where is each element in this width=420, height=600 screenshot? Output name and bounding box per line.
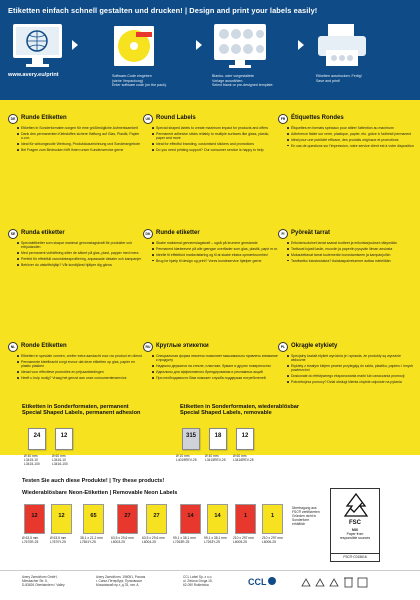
label-size: 63,5 x 29,6 mm [142, 536, 165, 540]
country-badge: UK [143, 114, 153, 124]
caption-line: Vorlage auswählen. [212, 78, 244, 83]
code-line: L7651Y-25 [80, 539, 96, 544]
fsc-code: FSC® C015616 [331, 553, 379, 559]
address-line: ul. Zielona Droga 15, [183, 579, 213, 583]
step-2-caption [212, 74, 297, 88]
labels-per-sheet: 1 [243, 513, 248, 519]
product-title: Круглые этикетки [156, 343, 209, 349]
feature-item: Do you need printing support? Our consumer service is happy to help [156, 148, 279, 152]
product-code [80, 537, 103, 545]
feature-item: Behöver du utskriftshjälp? Vår kundtjänst hjälper dig gärna [21, 263, 144, 267]
feature-list [278, 354, 414, 384]
product-code [176, 455, 197, 463]
feature-list [278, 241, 414, 263]
permanent-section-title [22, 404, 140, 417]
note-line: Gründen nicht in [292, 514, 317, 518]
code-line: L3416REV-25 [233, 457, 254, 462]
feature-item: Special shaped labels to create maximum impact for products and offers [156, 126, 279, 130]
feature-item: Идеальны для эффективного брендирования и рекламных акций [156, 370, 279, 374]
code-line: L3416-10 [52, 457, 66, 462]
address-line: Московский пр-т, д.78, лит. А [96, 583, 139, 587]
language-block-uk [143, 114, 279, 154]
address-line: Miesbacher Str. 5, [22, 579, 48, 583]
address-line: Avery Zweckform, 196051, Россия [96, 575, 146, 579]
feature-list [143, 354, 279, 380]
address-line: 62-090 Rokietnica [183, 583, 209, 587]
labels-per-sheet: 14 [214, 513, 221, 519]
code-line: L3415-10 [24, 457, 38, 462]
labels-per-sheet: 27 [124, 513, 131, 519]
multilingual-description [0, 100, 420, 455]
feature-item: При необходимости Вам поможет служба поддержки потребителей [156, 376, 279, 380]
labels-per-sheet: 27 [153, 513, 160, 519]
label-size: Ø 63,5 mm [50, 536, 67, 540]
neon-sheet-preview [235, 504, 256, 534]
address-line: D-83626 Oberlaindern / Valley [22, 583, 65, 587]
language-block-ru [143, 342, 279, 382]
product-code [52, 455, 68, 467]
neon-sheet-preview [24, 504, 45, 534]
country-badge: PL [278, 342, 288, 352]
feature-item: Tarttuvat lujasti lasiin, muoviin ja paperiin pysyvän liiman ansiosta [291, 247, 414, 251]
code-line: L6003-25 [111, 539, 125, 544]
try-products-heading: Testen Sie auch diese Produkte! | Try these products! [22, 478, 165, 484]
step-3-caption [316, 74, 411, 83]
feature-item: Etykiety z trwałym klejem pewnie przylegają do szkła, plastiku, papieru i innych powierzchni [291, 363, 414, 373]
feature-item: Idéal pour une publicité efficace, des produits originaux et promotions [291, 138, 414, 142]
label-size: 38,1 x 21,2 mm [80, 536, 103, 540]
code-line: L6006-25 [262, 539, 276, 544]
product-title: Runde Etiketten [21, 115, 67, 121]
neon-sheet-preview [207, 504, 228, 534]
code-line: L3415-100 [24, 461, 40, 466]
label-size: 99,1 x 38,1 mm [204, 536, 227, 540]
feature-item: Heeft u hulp nodig? Vraag het gerust aan onze consumentenservice [21, 376, 144, 380]
neon-sheet-preview [262, 504, 283, 534]
feature-item: Specialetiketter som skapar maximal genomslagskraft för produkter och erbjudanden [21, 241, 144, 249]
label-size: 99,1 x 38,1 mm [173, 536, 196, 540]
labels-per-sheet: 315 [185, 433, 196, 439]
labels-per-sheet: 65 [90, 513, 97, 519]
feature-item: Специальная форма этикеток позволяет максимально привлечь внимание к продукту [156, 354, 278, 363]
fsc-note [292, 506, 320, 526]
feature-item: Skabe maksimal gennemslagskraft – også på krumme genstande [156, 241, 279, 245]
label-sheet-preview [28, 428, 46, 450]
labels-per-sheet: 24 [33, 433, 41, 439]
label-size: 210 x 297 mm [233, 536, 254, 540]
arrow-right-icon [72, 40, 78, 50]
country-badge: SE [8, 229, 18, 239]
printer-illustration [312, 22, 372, 74]
feature-list [278, 126, 414, 148]
note-line: erhältlich [292, 522, 306, 526]
address-de [22, 575, 65, 587]
label-size: Ø 63,5 mm [22, 536, 39, 540]
language-block-pl [278, 342, 414, 386]
label-sheet-preview [182, 428, 200, 450]
feature-item: Mukautettavat tarrat tuotemerkin korostamiseen ja kampanjoihin [291, 253, 414, 257]
country-badge: DE [8, 114, 18, 124]
feature-item: Specjalny kształt etykiet wyróżnia je i sprawia, że produkty są wyraźnie widoczne [291, 354, 414, 362]
language-block-nl [8, 342, 144, 382]
feature-item: Ideelle til effektfuld markedsføring og til at skabe ekstra opmærksomhed [156, 253, 279, 257]
arrow-right-icon [196, 40, 202, 50]
feature-item: Med permanent vidhäftning sitter de säkert på glas, plast, papper med mera [21, 251, 144, 255]
code-line: L4019REV-25 [176, 457, 197, 462]
monitor-illustration [10, 22, 65, 74]
feature-item: Doskonałe do efektywnego eksponowania marki lub oznaczania promocji [291, 374, 414, 378]
footer [0, 570, 420, 600]
feature-item: Brug for hjælp til design og print? Vores kundeservice hjælper gerne [156, 259, 279, 263]
labels-per-sheet: 12 [31, 513, 38, 519]
language-block-se [8, 229, 144, 269]
label-size: Ø 60 mm [52, 454, 66, 458]
product-code [233, 455, 254, 463]
label-size: Ø 40 mm [205, 454, 219, 458]
banner-title: Etiketten einfach schnell gestalten und drucken! | Design and print your labels easily! [8, 6, 318, 15]
product-title: Runde etiketter [156, 230, 200, 236]
fsc-label: FSC [349, 520, 361, 526]
product-code [50, 537, 66, 545]
language-block-de [8, 114, 144, 154]
labels-per-sheet: 1 [270, 513, 275, 519]
feature-item: Perfekt för effektfull varumärkesprofilering, anpassade dekaler och kampanjer [21, 257, 144, 261]
fsc-line: Paper from [346, 532, 364, 536]
language-block-fi [278, 229, 414, 265]
code-line: L3416-100 [52, 461, 68, 466]
label-size: Ø 60 mm [233, 454, 247, 458]
label-sheet-preview [55, 428, 73, 450]
tree-check-icon [332, 491, 380, 521]
feature-item: Étiquettes en formats spéciaux pour attirer l'attention au maximum [291, 126, 414, 130]
feature-item: Permanent klæbeevne på alle gængse overflader som glas, plastik, papir m.m. [156, 246, 278, 251]
country-badge: NL [8, 342, 18, 352]
fsc-line: responsible sources [339, 536, 371, 540]
address-ru [96, 575, 145, 587]
feature-item: Adhérence fiable sur verre, plastique, papier, etc. grâce à l'adhésif permanent [291, 132, 414, 136]
feature-item: Potrzebujesz pomocy? Dział obsługi klienta chętnie odpowie na pytania [291, 380, 414, 384]
product-code [22, 537, 38, 545]
label-size: 210 x 297 mm [262, 536, 283, 540]
removable-section-title [180, 404, 299, 417]
neon-sheet-preview [146, 504, 167, 534]
neon-sheet-preview [83, 504, 104, 534]
ccl-mark-icon [268, 577, 276, 585]
label-sheet-preview [209, 428, 227, 450]
feature-item: Tarvitsetko tulostustukea? Asiakaspalvelumme auttaa mielellään [291, 259, 414, 263]
label-sheet-preview [236, 428, 254, 450]
product-code [142, 537, 165, 545]
recycling-icons [300, 575, 370, 597]
feature-item: En cas de questions sur l'impression, notre service client est à votre disposition [291, 143, 414, 148]
label-size: Ø 40 mm [24, 454, 38, 458]
address-line: CCL Label Sp. z o.o. [183, 575, 213, 579]
step-1-caption [112, 74, 192, 88]
feature-item: Etiketten in speciale vormen, creëer extra aandacht voor uw product en dienst [21, 354, 144, 358]
labels-per-sheet: 12 [60, 433, 68, 439]
product-title: Étiquettes Rondes [291, 115, 344, 121]
product-title: Round Labels [156, 115, 196, 121]
product-title: Runda etiketter [21, 230, 65, 236]
labels-per-sheet: 12 [241, 433, 249, 439]
fsc-logo [330, 488, 380, 562]
product-code [262, 537, 283, 545]
caption-line: Software-Code eingeben [112, 74, 152, 78]
product-code [111, 537, 134, 545]
caption-line: Save and print! [316, 78, 341, 83]
caption-line: (siehe Verpackung) [112, 78, 143, 83]
code-line: L7263Y-25 [204, 539, 220, 544]
caption-line: Select blank or pre-designed template. [212, 83, 274, 88]
feature-item: Ideaal voor effectieve promoties en prijsaanbiedingen [21, 370, 144, 374]
caption-line: Etiketten ausdrucken. Fertig! [316, 74, 362, 78]
product-title: Okrągłe etykiety [291, 343, 338, 349]
code-line: L3415REV-25 [205, 457, 226, 462]
address-line: Avery Zweckform GmbH, [22, 575, 58, 579]
code-line: L7670Y-25 [50, 539, 66, 544]
feature-item: Bei Fragen zum Bedrucken hilft Ihnen unser Kundenservice gerne [21, 148, 144, 152]
feature-item: Dank des permanenten Klebstoffes sichere Haftung auf Glas, Plastik, Papier u.v.m. [21, 132, 144, 140]
neon-sheet-preview [180, 504, 201, 534]
caption-line: Blanko- oder vorgestaltete [212, 74, 254, 78]
country-badge: FI [278, 229, 288, 239]
country-badge: RU [143, 342, 153, 352]
product-title: Pyöreät tarrat [291, 230, 331, 236]
labels-per-sheet: 12 [58, 513, 65, 519]
print-url[interactable]: www.avery.eu/print [8, 72, 59, 78]
neon-sheet-preview [51, 504, 72, 534]
feature-item: Etiketten in Sonderformaten sorgen für eine größtmögliche Aufmerksamkeit [21, 126, 144, 130]
feature-item: Erikoismuotoiset tarrat saavat tuotteet ja erikoistarjoukset näkymään [291, 241, 414, 245]
feature-list [8, 354, 144, 380]
country-badge: FR [278, 114, 288, 124]
label-size: Ø 10 mm [176, 454, 190, 458]
feature-list [143, 126, 279, 152]
feature-list [8, 241, 144, 267]
code-line: L6005-25 [233, 539, 247, 544]
feature-item: Permanente kleefkracht zorgt ervoor dat deze etiketten op glas, papier en plastic plakken [21, 360, 144, 368]
neon-section-title: Wiederablösbare Neon-Etiketten | Removable Neon Labels [22, 490, 178, 496]
caption-line: Enter software code (on the pack). [112, 83, 167, 88]
title-line: Etiketten in Sonderformaten, permanent [22, 404, 129, 410]
product-code [24, 455, 40, 467]
template-illustration [212, 22, 270, 74]
language-block-dk [143, 229, 279, 265]
code-line: L7263R-25 [173, 539, 190, 544]
address-pl [183, 575, 213, 587]
feature-list [8, 126, 144, 152]
code-line: L7670R-25 [22, 539, 39, 544]
code-line: L6004-25 [142, 539, 156, 544]
labels-per-sheet: 14 [187, 513, 194, 519]
product-title: Ronde Etiketten [21, 343, 67, 349]
title-line: Etiketten in Sonderformaten, wiederablösbar [180, 404, 300, 410]
feature-item: Ideal für wirkungsvolle Werbung, Produktauszeichnung und Sonderangebote [21, 142, 144, 146]
note-line: FSC® zertifizierten [292, 510, 320, 514]
product-code [233, 537, 254, 545]
language-block-fr [278, 114, 414, 150]
product-code [205, 455, 226, 463]
neon-sheet-preview [117, 504, 138, 534]
note-line: Übertragung aus [292, 506, 317, 510]
address-line: г. Санкт-Петербург, Пулковское [96, 579, 143, 583]
feature-item: Ideal for effectful branding, customised stickers and promotions [156, 142, 279, 146]
ccl-logo: CCL [248, 577, 267, 587]
arrow-right-icon [298, 40, 304, 50]
title-line: Special Shaped Labels, removable [180, 410, 272, 417]
feature-item: Надежно держатся на стекле, пластике, бумаге и других поверхностях [156, 364, 279, 368]
title-line: Special Shaped Labels, permanent adhesion [22, 410, 141, 417]
fsc-text [331, 528, 379, 540]
product-code [204, 537, 227, 545]
software-cd-illustration [112, 22, 158, 74]
label-size: 63,5 x 29,6 mm [111, 536, 134, 540]
country-badge: DK [143, 229, 153, 239]
feature-item: Permanent adhesive sticks reliably to multiple surfaces like glass, plastic, paper and more [156, 132, 279, 140]
labels-per-sheet: 18 [214, 433, 222, 439]
product-code [173, 537, 196, 545]
note-line: Sonderform [292, 518, 310, 522]
feature-list [143, 241, 279, 263]
fsc-line: MIX [351, 528, 359, 532]
instruction-banner [0, 0, 420, 100]
